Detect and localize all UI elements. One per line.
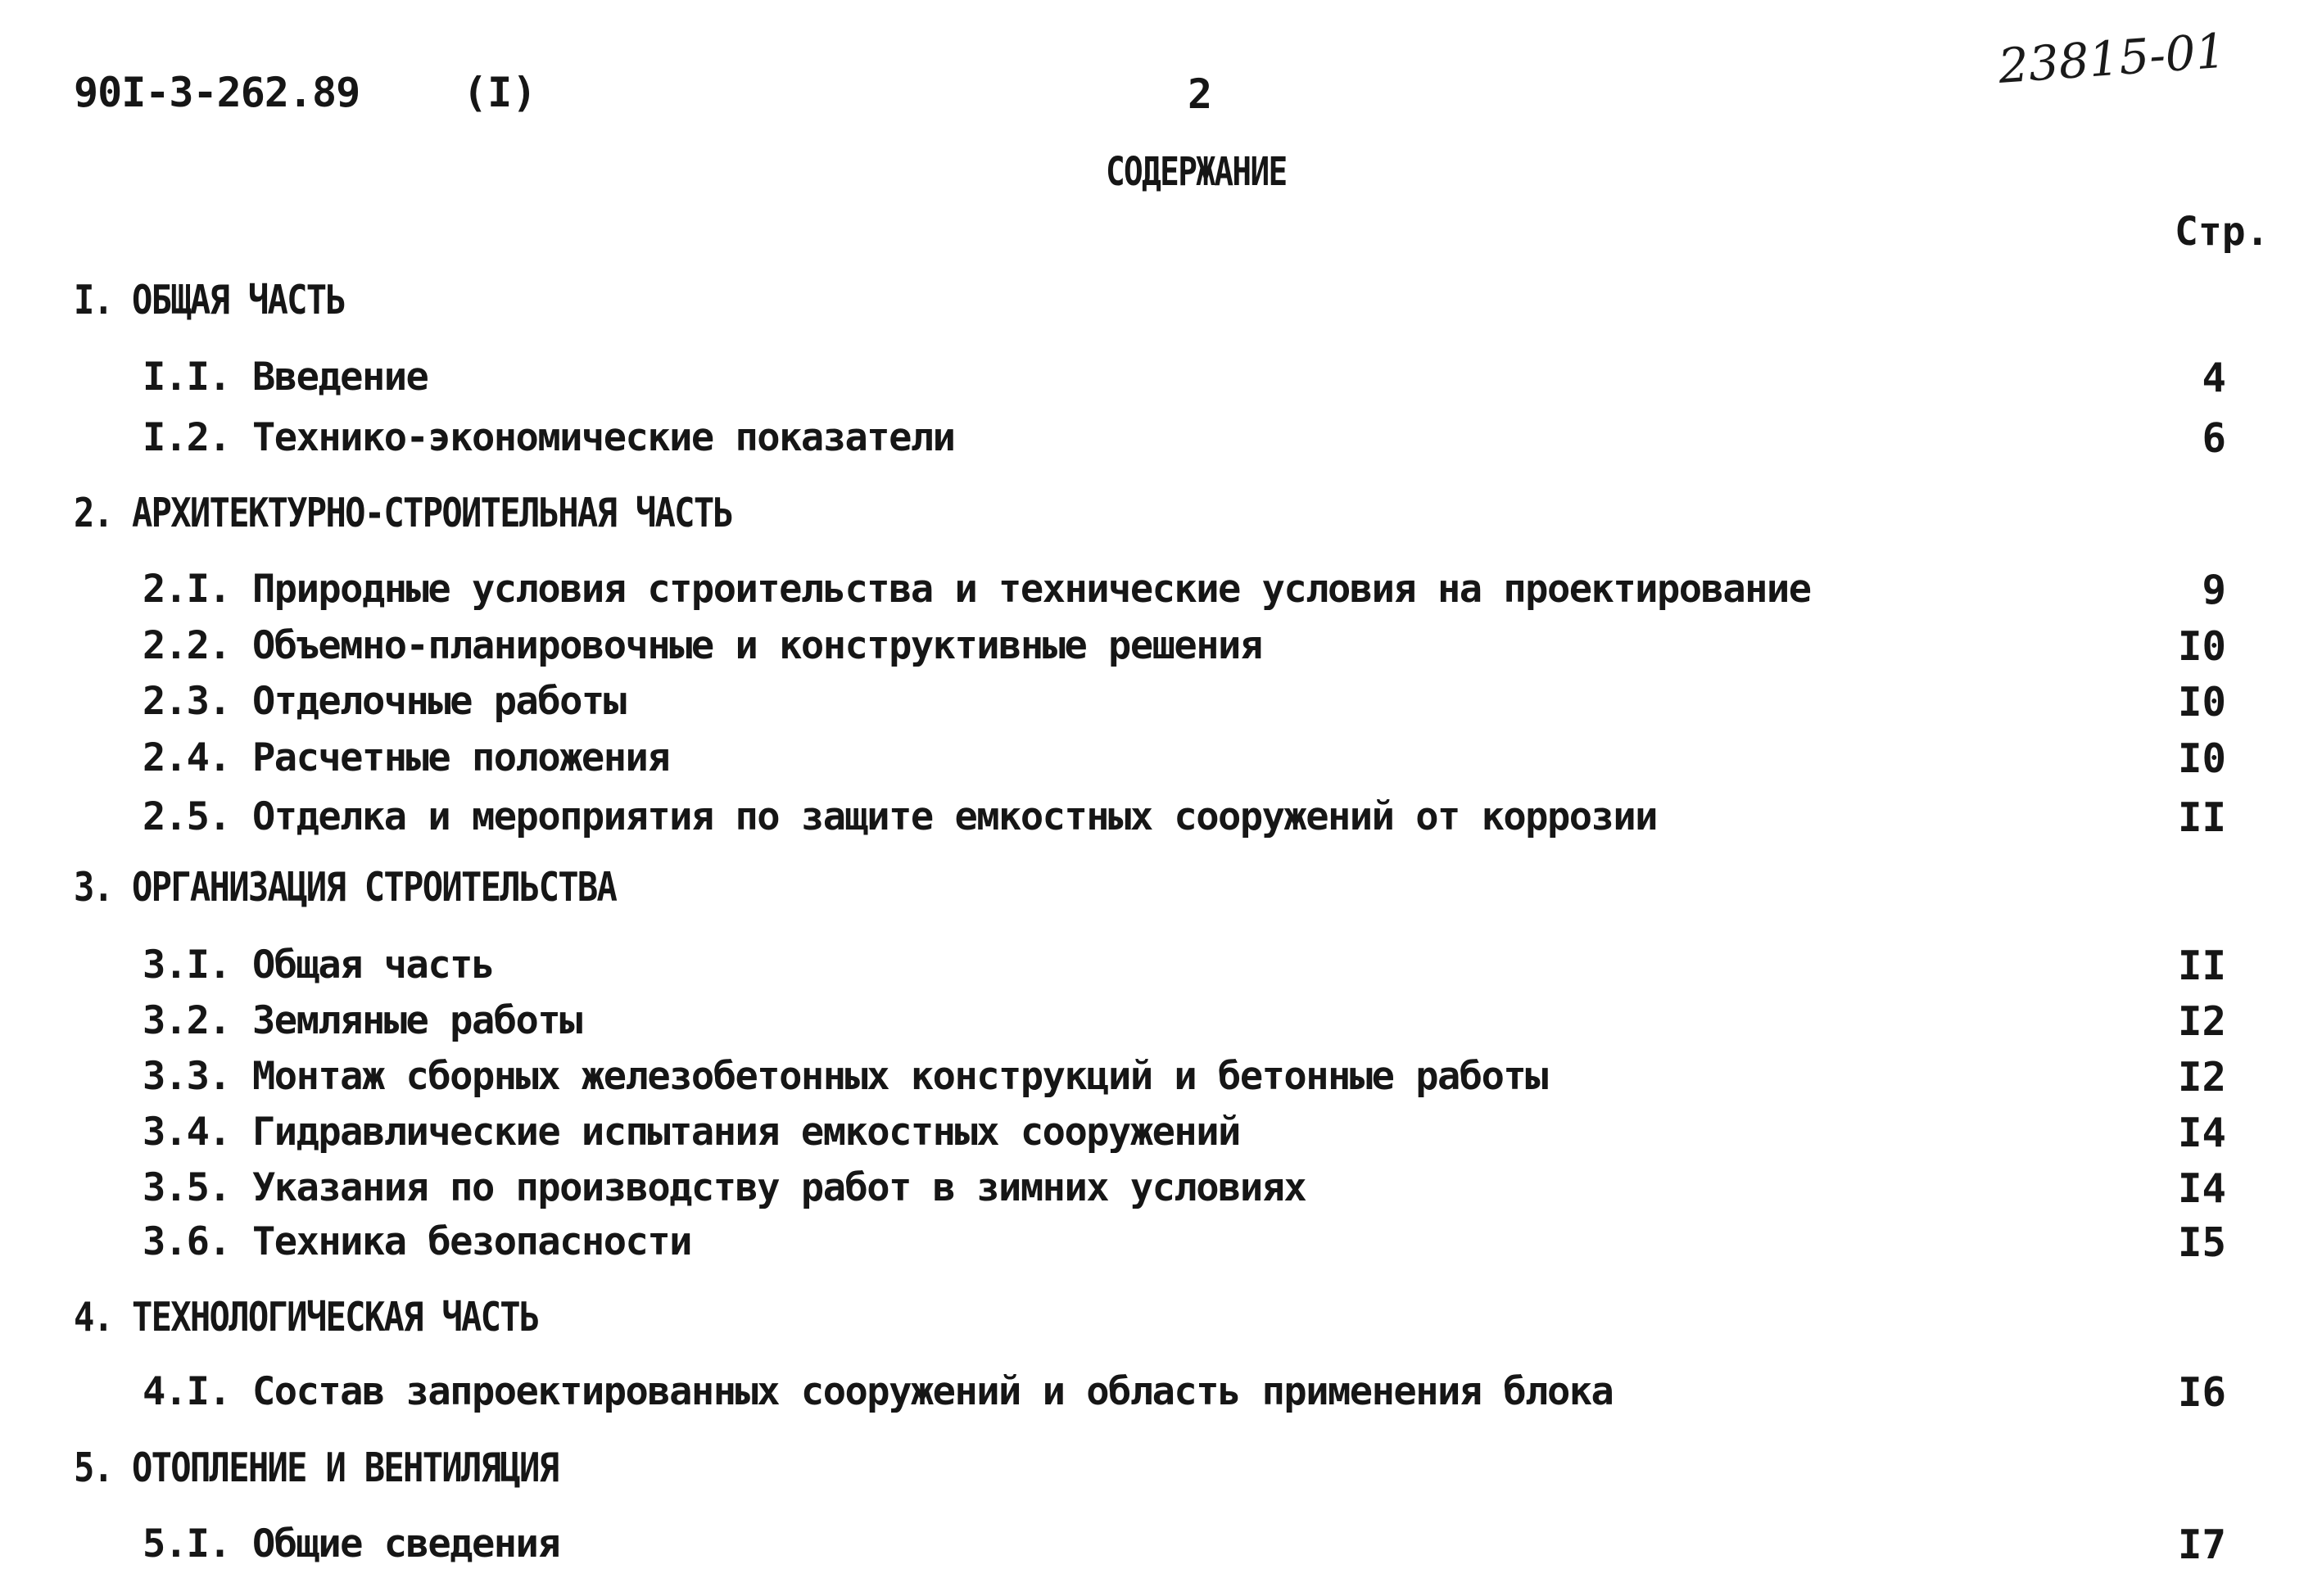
toc-item [0, 567, 2322, 616]
toc-item-page: I0 [2177, 735, 2226, 782]
toc-item-label: 3.I. Общая часть [143, 943, 494, 988]
toc-section-heading [0, 864, 2322, 913]
toc-section-heading [0, 1445, 2322, 1494]
document-code: 90I-3-262.89 [74, 69, 360, 116]
toc-item-page: I2 [2177, 1054, 2226, 1101]
toc-item-label: I.I. Введение [143, 355, 428, 400]
toc-item-label: 2.I. Природные условия строительства и технические условия на проектирование [143, 567, 1811, 612]
toc-item-label: 5.I. Общие сведения [143, 1521, 560, 1567]
toc-item [0, 1219, 2322, 1268]
toc-section-heading [0, 1294, 2322, 1343]
toc-item [0, 623, 2322, 672]
section-title: 4. ТЕХНОЛОГИЧЕСКАЯ ЧАСТЬ [74, 1294, 539, 1341]
toc-title: СОДЕРЖАНИЕ [1106, 149, 1287, 195]
toc-section-heading [0, 490, 2322, 539]
toc-item [0, 1369, 2322, 1418]
toc-item-label: 3.3. Монтаж сборных железобетонных конструкций и бетонные работы [143, 1054, 1547, 1099]
toc-item [0, 1054, 2322, 1103]
toc-item [0, 355, 2322, 404]
toc-item-page: II [2177, 794, 2226, 841]
toc-item [0, 1110, 2322, 1159]
toc-section-heading [0, 277, 2322, 326]
toc-item-page: I4 [2177, 1110, 2226, 1156]
toc-item [0, 1521, 2322, 1571]
page-number: 2 [1188, 70, 1213, 118]
section-title: 3. ОРГАНИЗАЦИЯ СТРОИТЕЛЬСТВА [74, 864, 617, 911]
section-title: 2. АРХИТЕКТУРНО-СТРОИТЕЛЬНАЯ ЧАСТЬ [74, 490, 733, 536]
document-part: (I) [463, 69, 537, 116]
section-title: I. ОБЩАЯ ЧАСТЬ [74, 277, 346, 323]
toc-item-page: 4 [2202, 355, 2226, 401]
toc-item [0, 1165, 2322, 1214]
toc-item [0, 735, 2322, 784]
toc-item [0, 943, 2322, 992]
toc-item-page: I0 [2177, 679, 2226, 726]
toc-item-page: 9 [2202, 567, 2226, 613]
handwritten-archive-number: 23815-01 [1996, 22, 2228, 94]
toc-item-label: 2.3. Отделочные работы [143, 679, 626, 724]
toc-item-label: 3.5. Указания по производству работ в зимних условиях [143, 1165, 1306, 1210]
toc-item-page: I5 [2177, 1219, 2226, 1266]
toc-item-label: 3.4. Гидравлические испытания емкостных сооружений [143, 1110, 1240, 1155]
toc-item-page: I4 [2177, 1165, 2226, 1212]
toc-item-page: I2 [2177, 998, 2226, 1045]
toc-item [0, 794, 2322, 843]
toc-item-page: 6 [2202, 415, 2226, 462]
toc-item-label: I.2. Технико-экономические показатели [143, 415, 955, 460]
toc-item [0, 679, 2322, 728]
toc-item-label: 3.6. Техника безопасности [143, 1219, 691, 1264]
toc-item-page: I6 [2177, 1369, 2226, 1416]
toc-item-label: 4.I. Состав запроектированных сооружений и область применения блока [143, 1369, 1614, 1414]
toc-item-label: 2.2. Объемно-планировочные и конструктивные решения [143, 623, 1262, 668]
toc-item-page: II [2177, 943, 2226, 989]
page-column-label: Стр. [2175, 209, 2270, 255]
toc-item-label: 2.5. Отделка и мероприятия по защите емкостных сооружений от коррозии [143, 794, 1657, 839]
toc-item-page: I0 [2177, 623, 2226, 670]
toc-item-label: 3.2. Земляные работы [143, 998, 582, 1043]
toc-item [0, 998, 2322, 1047]
toc-item-label: 2.4. Расчетные положения [143, 735, 670, 780]
section-title: 5. ОТОПЛЕНИЕ И ВЕНТИЛЯЦИЯ [74, 1445, 559, 1491]
toc-item-page: I7 [2177, 1521, 2226, 1568]
toc-item [0, 415, 2322, 464]
